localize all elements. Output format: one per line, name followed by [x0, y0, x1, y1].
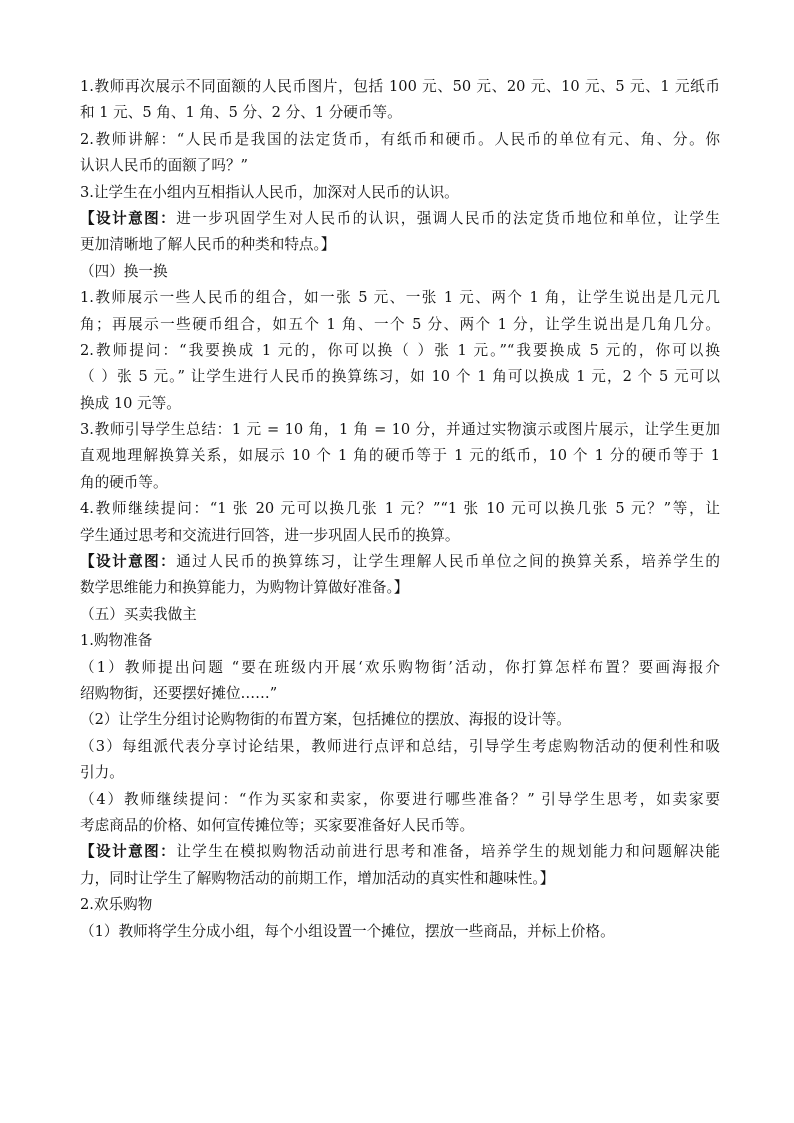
design-intent-label: 【设计意图：	[80, 209, 177, 227]
line-text: 3.教师引导学生总结：1 元 = 10 角，1 角 = 10 分，并通过实物演示或图片展示，让学生更加	[80, 421, 720, 439]
line-text: （4）教师继续提问：“作为买家和卖家，你要进行哪些准备？” 引导学生思考，如卖家要	[80, 790, 720, 808]
text-line	[80, 443, 720, 469]
text-line	[80, 602, 720, 628]
line-text: 3.让学生在小组内互相指认人民币，加深对人民币的认识。	[80, 183, 459, 201]
line-text: （2）让学生分组讨论购物街的布置方案，包括摊位的摆放、海报的设计等。	[80, 711, 571, 729]
line-text: 1.购物准备	[80, 632, 153, 650]
design-intent-label: 【设计意图：	[80, 553, 177, 571]
line-text: （3）每组派代表分享讨论结果，教师进行点评和总结，引导学生考虑购物活动的便利性和吸	[80, 737, 720, 755]
line-text: 更加清晰地了解人民币的种类和特点。】	[80, 236, 336, 254]
text-line	[80, 760, 720, 786]
text-line	[80, 417, 720, 443]
line-text: 4.教师继续提问：“1 张 20 元可以换几张 1 元？”“1 张 10 元可以换几张 5 元？”等，让	[80, 500, 720, 518]
line-text: 考虑商品的价格、如何宣传摊位等；买家要准备好人民币等。	[80, 816, 475, 834]
text-line	[80, 391, 720, 417]
text-line	[80, 127, 720, 153]
line-text: （四）换一换	[80, 262, 168, 280]
text-line	[80, 100, 720, 126]
text-line	[80, 866, 720, 892]
text-line	[80, 734, 720, 760]
text-line	[80, 681, 720, 707]
text-line	[80, 628, 720, 654]
line-text: 直观地理解换算关系，如展示 10 个 1 角的硬币等于 1 元的纸币，10 个 1 分的硬币等于 1	[80, 447, 720, 465]
text-line	[80, 74, 720, 100]
line-text: 换成 10 元等。	[80, 394, 181, 412]
text-line	[80, 919, 720, 945]
line-text: 引力。	[80, 764, 124, 782]
text-line	[80, 892, 720, 918]
line-text: 认识人民币的面额了吗？”	[80, 157, 248, 175]
line-text: 数学思维能力和换算能力，为购物计算做好准备。】	[80, 579, 409, 597]
line-text: （1）教师提出问题 “要在班级内开展‘欢乐购物街’活动，你打算怎样布置？要画海报介	[80, 658, 720, 676]
line-text: （ ）张 5 元。” 让学生进行人民币的换算练习，如 10 个 1 角可以换成 1 元，2 个 5 元可以	[80, 368, 720, 386]
line-text: 角；再展示一些硬币组合，如五个 1 角、一个 5 分、两个 1 分，让学生说出是几角几分。	[80, 315, 720, 333]
text-line	[80, 839, 720, 865]
line-text: 1.教师展示一些人民币的组合，如一张 5 元、一张 1 元、两个 1 角，让学生说出是几元几	[80, 289, 720, 307]
line-text: 和 1 元、5 角、1 角、5 分、2 分、1 分硬币等。	[80, 104, 402, 122]
text-line	[80, 153, 720, 179]
text-line	[80, 232, 720, 258]
line-text: 角的硬币等。	[80, 473, 168, 491]
line-text: 1.教师再次展示不同面额的人民币图片，包括 100 元、50 元、20 元、10 元、5 元、1 元纸币	[80, 78, 720, 95]
line-text: 通过人民币的换算练习，让学生理解人民币单位之间的换算关系，培养学生的	[176, 553, 720, 571]
text-line	[80, 655, 720, 681]
text-line	[80, 575, 720, 601]
design-intent-label: 【设计意图：	[80, 843, 177, 861]
line-text: 2.欢乐购物	[80, 896, 153, 914]
line-text: 2.教师提问：“我要换成 1 元的，你可以换（ ）张 1 元。”“我要换成 5 元的，你可以换	[80, 341, 720, 359]
line-text: 让学生在模拟购物活动前进行思考和准备，培养学生的规划能力和问题解决能	[176, 843, 720, 861]
text-line	[80, 707, 720, 733]
line-text: 2.教师讲解：“人民币是我国的法定货币，有纸币和硬币。人民币的单位有元、角、分。你	[80, 130, 720, 148]
text-line	[80, 523, 720, 549]
text-line	[80, 787, 720, 813]
text-line	[80, 180, 720, 206]
text-line	[80, 285, 720, 311]
text-line	[80, 259, 720, 285]
line-text: 绍购物街，还要摆好摊位……”	[80, 684, 278, 702]
line-text: （1）教师将学生分成小组，每个小组设置一个摊位，摆放一些商品，并标上价格。	[80, 922, 615, 940]
text-line	[80, 338, 720, 364]
text-line	[80, 312, 720, 338]
text-line	[80, 470, 720, 496]
text-line	[80, 549, 720, 575]
line-text: 学生通过思考和交流进行回答，进一步巩固人民币的换算。	[80, 526, 460, 544]
line-text: 力，同时让学生了解购物活动的前期工作，增加活动的真实性和趣味性。】	[80, 869, 555, 887]
text-line	[80, 813, 720, 839]
line-text: （五）买卖我做主	[80, 605, 197, 623]
text-line	[80, 496, 720, 522]
text-line	[80, 206, 720, 232]
document-body	[80, 74, 720, 945]
line-text: 进一步巩固学生对人民币的认识，强调人民币的法定货币地位和单位，让学生	[176, 209, 720, 227]
text-line	[80, 364, 720, 390]
